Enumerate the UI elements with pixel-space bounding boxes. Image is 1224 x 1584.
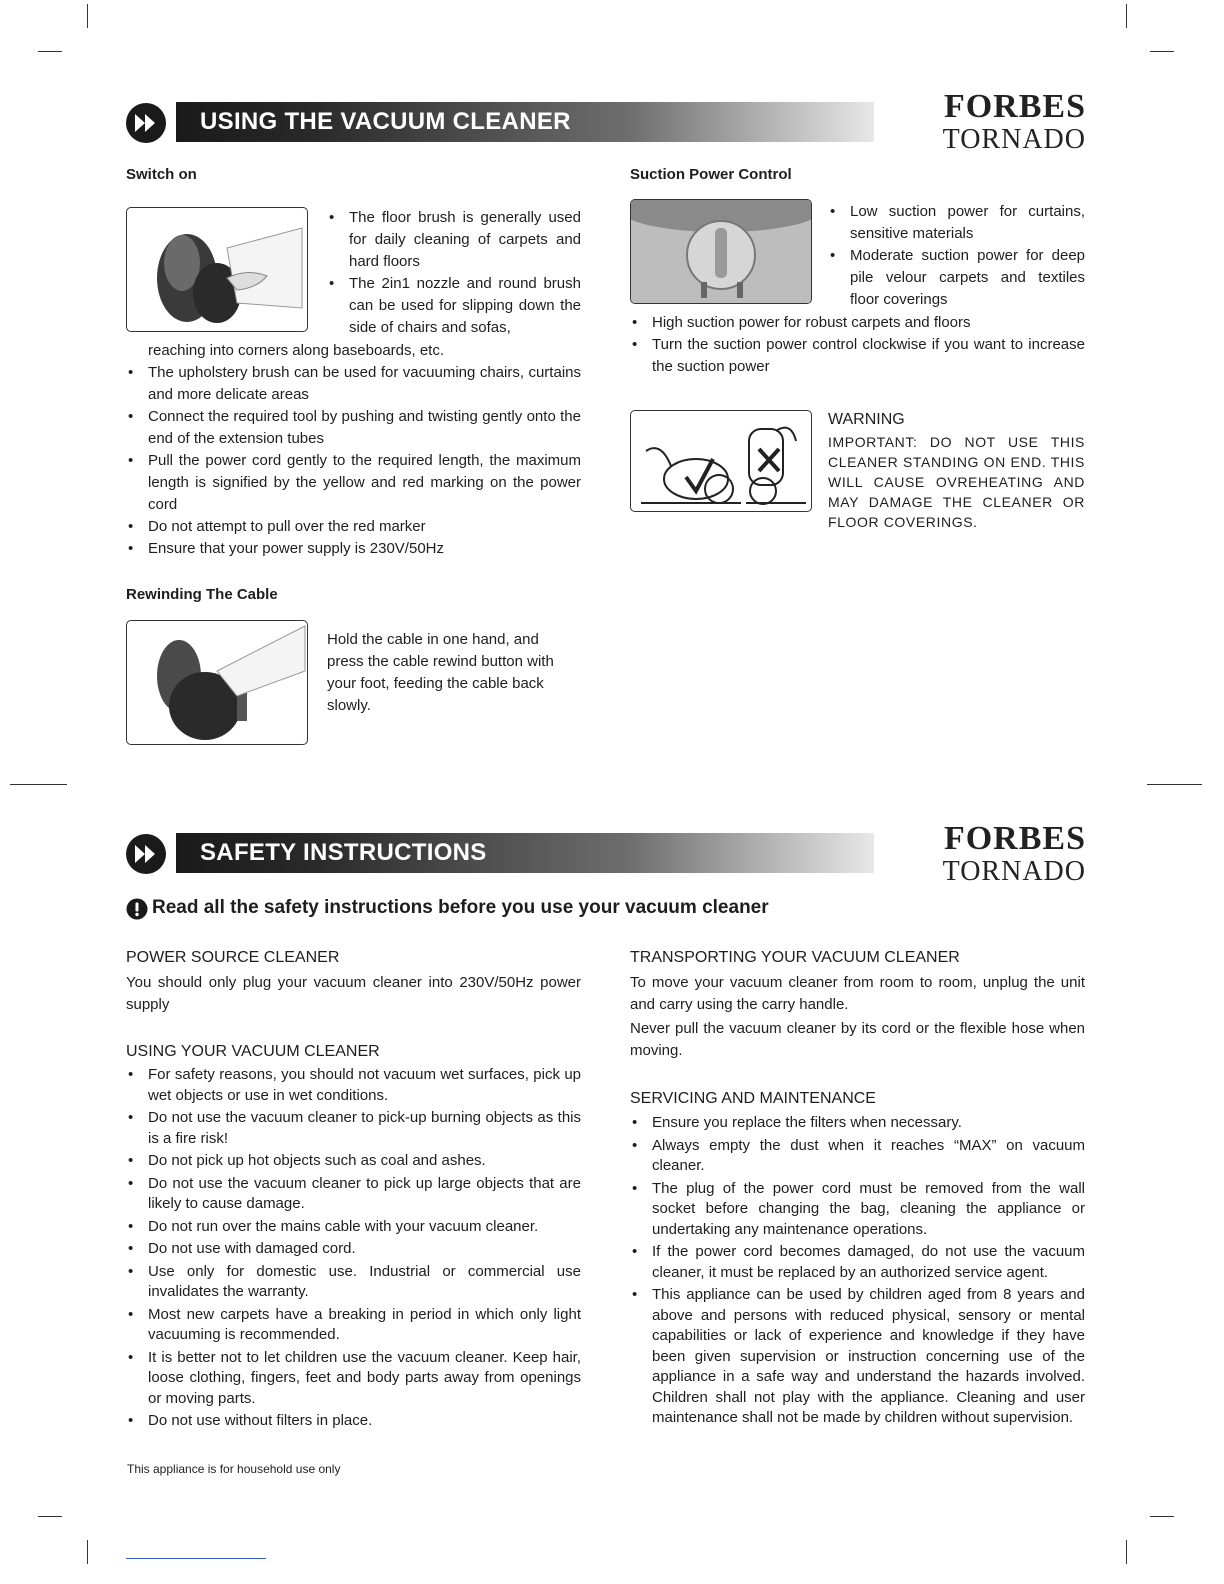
transporting-heading: TRANSPORTING YOUR VACUUM CLEANER xyxy=(630,949,960,966)
list-item: • The plug of the power cord must be removed from the wall socket before changing the bag, cleaning the appliance or undertaking any maintenance operations. xyxy=(630,1179,1085,1241)
switch-on-list xyxy=(327,207,581,339)
list-item: • Moderate suction power for deep pile velour carpets and textiles floor coverings xyxy=(828,245,1085,311)
crop-mark xyxy=(87,4,88,28)
warning-heading: WARNING xyxy=(828,411,905,428)
power-source-text: You should only plug your vacuum cleaner into 230V/50Hz power supply xyxy=(126,974,581,1013)
list-item: • For safety reasons, you should not vacuum wet surfaces, pick up wet objects or use in wet conditions. xyxy=(126,1065,581,1106)
section-title: USING THE VACUUM CLEANER xyxy=(200,108,571,135)
logo-line2: TORNADO xyxy=(942,856,1086,887)
using-heading: USING YOUR VACUUM CLEANER xyxy=(126,1043,380,1060)
list-item: • Do not use with damaged cord. xyxy=(126,1239,581,1260)
list-item: • Ensure that your power supply is 230V/50Hz xyxy=(126,538,581,560)
suction-list xyxy=(828,201,1085,311)
servicing-list xyxy=(630,1113,1085,1431)
list-item: • Pull the power cord gently to the required length, the maximum length is signified by the yellow and red marking on the power cord xyxy=(126,450,581,516)
list-item: • Ensure you replace the filters when necessary. xyxy=(630,1113,1085,1134)
crop-mark xyxy=(1150,51,1174,52)
crop-mark xyxy=(1126,1540,1127,1564)
servicing-heading: SERVICING AND MAINTENANCE xyxy=(630,1090,876,1107)
list-item: • Always empty the dust when it reaches “MAX” on vacuum cleaner. xyxy=(630,1136,1085,1177)
rewinding-text: Hold the cable in one hand, and press the cable rewind button with your foot, feeding the cable back slowly. xyxy=(327,631,554,714)
crop-mark xyxy=(38,1516,62,1517)
list-item: • Do not attempt to pull over the red marker xyxy=(126,516,581,538)
vacuum-hand-icon xyxy=(127,208,307,331)
crop-mark xyxy=(1126,4,1127,28)
suction-dial-illustration xyxy=(630,199,812,304)
list-item: • Low suction power for curtains, sensitive materials xyxy=(828,201,1085,245)
exclamation-icon xyxy=(126,898,148,920)
section-title: SAFETY INSTRUCTIONS xyxy=(200,839,487,866)
crop-mark xyxy=(87,1540,88,1564)
fast-forward-icon xyxy=(125,102,167,144)
footer-note: This appliance is for household use only xyxy=(127,1462,341,1476)
list-item: • If the power cord becomes damaged, do not use the vacuum cleaner, it must be replaced by an authorized service agent. xyxy=(630,1242,1085,1283)
crop-mark xyxy=(38,51,62,52)
list-item: • Most new carpets have a breaking in period in which only light vacuuming is recommended. xyxy=(126,1305,581,1346)
crop-mark xyxy=(1147,784,1202,785)
list-item: • Do not use without filters in place. xyxy=(126,1411,581,1432)
fast-forward-icon xyxy=(125,833,167,875)
logo-line1: FORBES xyxy=(943,88,1086,125)
list-item: • Use only for domestic use. Industrial or commercial use invalidates the warranty. xyxy=(126,1262,581,1303)
transporting-text-2: Never pull the vacuum cleaner by its cord or the flexible hose when moving. xyxy=(630,1020,1085,1059)
list-item: • The upholstery brush can be used for vacuuming chairs, curtains and more delicate areas xyxy=(126,362,581,406)
brand-logo xyxy=(930,822,1086,886)
rewind-illustration xyxy=(126,620,308,745)
transporting-text-1: To move your vacuum cleaner from room to room, unplug the unit and carry using the carry handle. xyxy=(630,974,1085,1013)
logo-line2: TORNADO xyxy=(942,124,1086,155)
switch-on-heading: Switch on xyxy=(126,166,197,183)
list-item: • This appliance can be used by children aged from 8 years and above and persons with reduced physical, sensory or mental capabilities or lack of experience and knowledge if they have been given supervision or instruction concerning use of the appliance in a safe way and understand the hazards involved. Children shall not play with the appliance. Cleaning and user maintenance shall not be made by children without supervision. xyxy=(630,1285,1085,1429)
suction-list-2 xyxy=(630,312,1085,378)
footer-rule xyxy=(126,1558,266,1559)
standing-warning-icon xyxy=(631,411,811,511)
list-item: • Turn the suction power control clockwise if you want to increase the suction power xyxy=(630,334,1085,378)
suction-dial-icon xyxy=(631,200,811,303)
brand-logo xyxy=(930,90,1086,154)
list-item: • Do not pick up hot objects such as coal and ashes. xyxy=(126,1151,581,1172)
list-item: • High suction power for robust carpets and floors xyxy=(630,312,1085,334)
floor-brush-illustration xyxy=(126,207,308,332)
list-item: • Do not use the vacuum cleaner to pick-up burning objects as this is a fire risk! xyxy=(126,1108,581,1149)
list-item: • The floor brush is generally used for daily cleaning of carpets and hard floors xyxy=(327,207,581,273)
list-item: • It is better not to let children use the vacuum cleaner. Keep hair, loose clothing, fingers, feet and body parts away from openings or moving parts. xyxy=(126,1348,581,1410)
suction-heading: Suction Power Control xyxy=(630,166,792,183)
list-item: • Do not run over the mains cable with your vacuum cleaner. xyxy=(126,1217,581,1238)
section-header-band xyxy=(176,102,874,142)
using-list xyxy=(126,1065,581,1434)
logo-line1: FORBES xyxy=(943,820,1086,857)
list-item: • Connect the required tool by pushing and twisting gently onto the end of the extension tubes xyxy=(126,406,581,450)
intro-text: Read all the safety instructions before you use your vacuum cleaner xyxy=(152,897,769,918)
switch-on-list-2 xyxy=(126,362,581,560)
vacuum-foot-icon xyxy=(127,621,307,744)
list-continuation: reaching into corners along baseboards, etc. xyxy=(148,342,445,359)
warning-text: IMPORTANT: DO NOT USE THIS CLEANER STANDING ON END. THIS WILL CAUSE OVREHEATING AND MAY DAMAGE THE CLEANER OR FLOOR COVERINGS. xyxy=(828,434,1085,530)
list-item: • The 2in1 nozzle and round brush can be used for slipping down the side of chairs and sofas, xyxy=(327,273,581,339)
warning-illustration xyxy=(630,410,812,512)
crop-mark xyxy=(10,784,67,785)
power-source-heading: POWER SOURCE CLEANER xyxy=(126,949,340,966)
list-item: • Do not use the vacuum cleaner to pick up large objects that are likely to cause damage. xyxy=(126,1174,581,1215)
crop-mark xyxy=(1150,1516,1174,1517)
rewinding-heading: Rewinding The Cable xyxy=(126,586,278,603)
section-header-band xyxy=(176,833,874,873)
